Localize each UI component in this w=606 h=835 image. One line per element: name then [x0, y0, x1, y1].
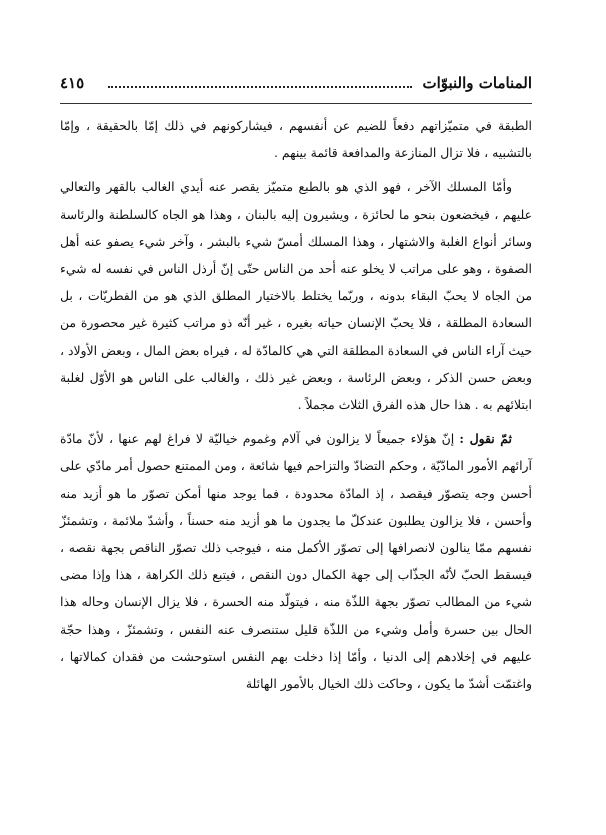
paragraph-3-lead: ثمّ نقول : — [459, 431, 512, 447]
header-rule — [60, 103, 532, 104]
dotted-leader — [108, 76, 412, 88]
paragraph-1-text: الطبقة في متميّزاتهم دفعاً للضيم عن أنفسهم ، فيشاركونهم في ذلك إمّا بالحقيقة ، وإمّا بالتشبيه ، فلا تزال المنازعة والمدافعة قائمة بينهم . — [60, 118, 532, 161]
running-title: المنامات والنبوّات — [422, 74, 532, 92]
paragraph-1 — [60, 112, 532, 166]
page-number: ٤١٥ — [60, 74, 85, 92]
paragraph-2-text: وأمّا المسلك الآخر ، فهو الذي هو بالطبع متميّز يقصر عنه أيدي الغالب بالقهر والتعالي عليهم ، فيخضعون بنحو ما لحائزة ، ويشيرون إليه بالبنان ، وهذا هو الجاه كالسلطنة والرئاسة وسائر أنواع الغلبة والاشتهار ، وهذا المسلك أمسّ شيء بالبشر ، وآخر شيء يصفو عنه أهل الصفوة ، وهو على مراتب لا يخلو عنه أحد من الناس حتّى إنّ أرذل الناس في نفسه له شيء من الجاه لا يحبّ البقاء بدونه ، وربّما يختلط بالاختيار المطلق الذي هو من الفطريّات ، بل السعادة المطلقة ، فلا يحبّ الإنسان حياته بغيره ، غير أنّه ذو مراتب كثيرة غير محصورة من حيث آراء الناس في السعادة المطلقة التي هي كالمادّة له ، فيراه بعض المال ، وبعض الأولاد ، وبعض حسن الذكر ، وبعض الرئاسة ، وبعض غير ذلك ، والغالب على الناس هو الأوّل لغلبة ابتلائهم به . هذا حال هذه الفرق الثلاث مجملاً . — [60, 179, 532, 413]
paragraph-3-text: إنّ هؤلاء جميعاً لا يزالون في آلام وغموم خياليّة لا فراغ لهم عنها ، لأنّ مادّة آرائهم الأمور المادّيّة ، وحكم التضادّ والتزاحم فيها شائعة ، ومن الممتنع حصول أمر مادّي على أحسن وجه يتصوّر فيقصد ، إذ المادّة محدودة ، فما يوجد منها أمكن تصوّر ما هو أزيد منه وأحسن ، فلا يزالون يطلبون عندكلّ ما يجدون ما هو أزيد منه حسناً ، وأشدّ ملائمة ، وتشمئزّ نفسهم ممّا ينالون لانصرافها إلى تصوّر الأكمل منه ، فيوجب ذلك تصوّر الناقص بجهة نقصه ، فيسقط الحبّ لأنّه الجذّاب إلى جهة الكمال دون النقص ، فيتبع ذلك الكراهة ، هذا وإذا مضى شيء من المطالب تصوّر بجهة اللذّة منه ، فيتولّد منه الحسرة ، فلا يزال الإنسان وحاله هذا الحال بين حسرة وأمل وشيء من اللذّة قليل ستنصرف عنه النفس ، وتشمئزّ ، وهذا حجّة عليهم في إخلادهم إلى الدنيا ، وأمّا إذا دخلت بهم النفس استوحشت من فقدان كمالاتها ، واغتمّت أشدّ ما يكون ، وحاكت ذلك الخيال بالأمور الهائلة — [60, 431, 532, 692]
body-text — [60, 112, 532, 697]
paragraph-2 — [60, 173, 532, 418]
running-header — [60, 70, 532, 96]
paragraph-3 — [60, 425, 532, 697]
